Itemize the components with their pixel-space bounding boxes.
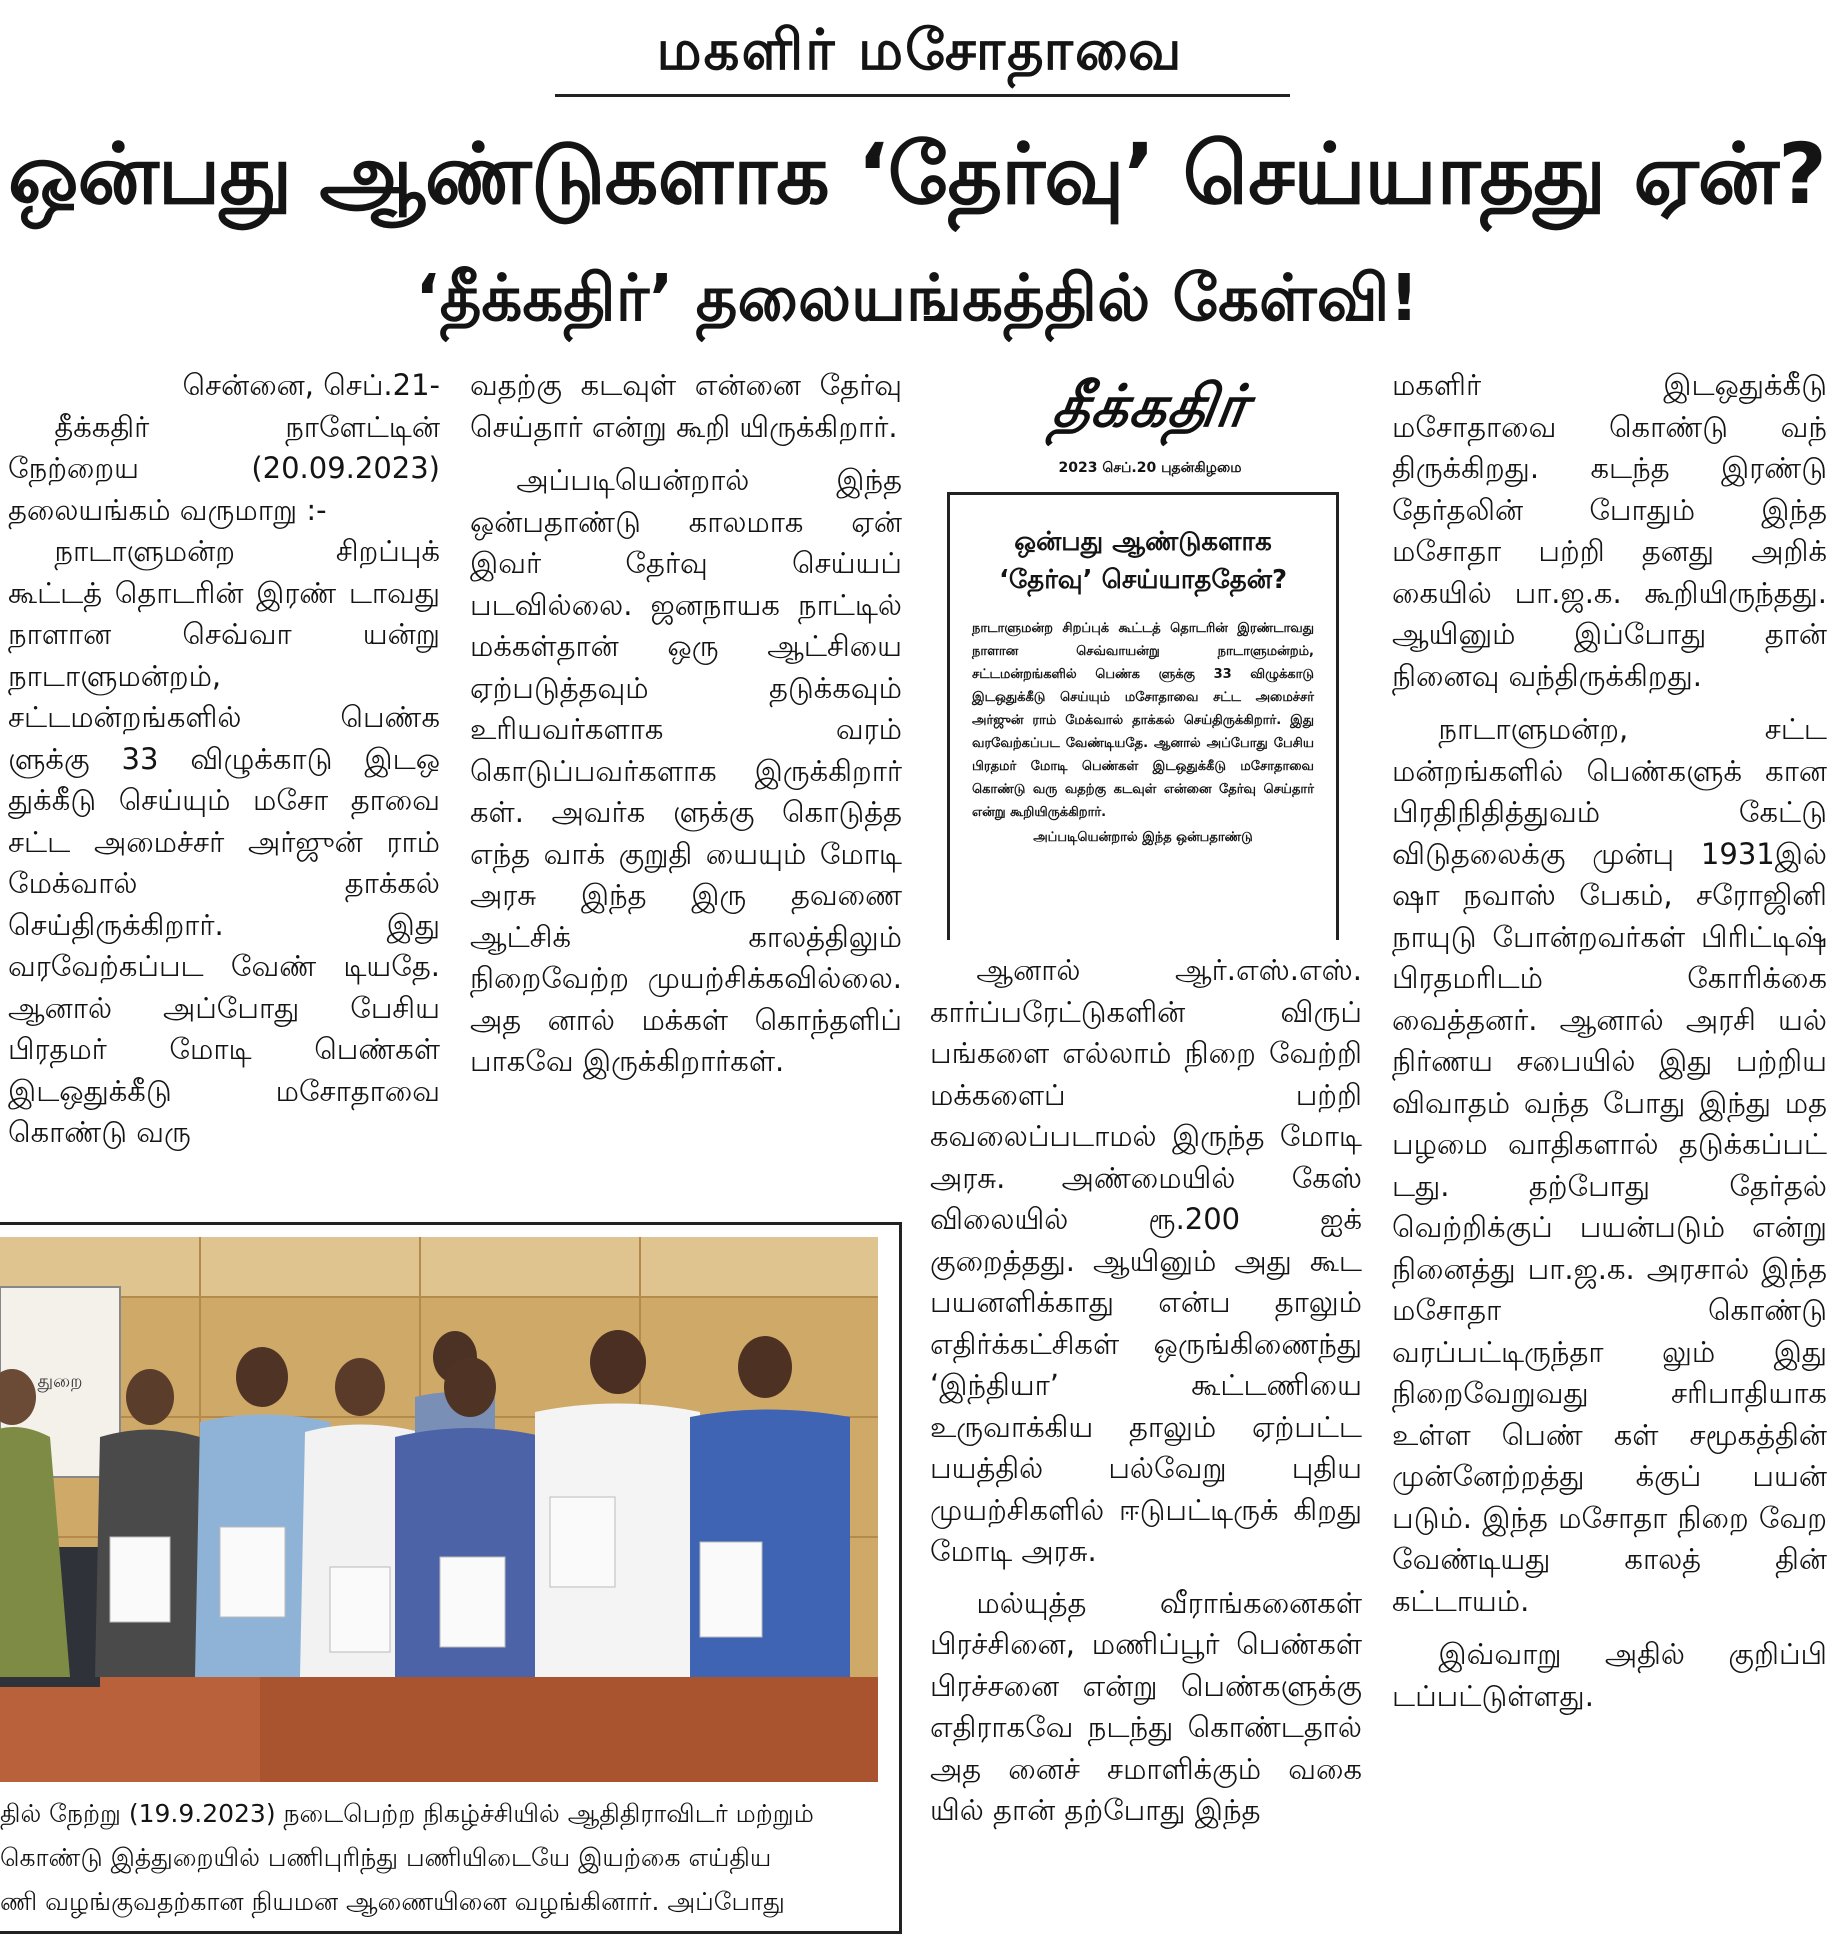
paragraph: இவ்வாறு அதில் குறிப்பி டப்பட்டுள்ளது. [1392, 1637, 1827, 1713]
section-rule [555, 94, 1290, 97]
clipping-date: 2023 செப்.20 புதன்கிழமை [1058, 460, 1242, 476]
photo-frame [0, 1222, 902, 1934]
clipping-editorial-box [947, 492, 1339, 940]
clipping-headline [972, 523, 1314, 599]
paragraph: நாடாளுமன்ற சிறப்புக் கூட்டத் தொடரின் இரண் டாவது நாளான செவ்வா யன்று நாடாளுமன்றம், சட்டமன்றங்களில் பெண்க ளுக்கு 33 விழுக்காடு இடஒ துக்கீடு செய்யும் மசோ தாவை சட்ட அமைச்சர் அர்ஜுன் ராம் மேக்வால் தாக்கல் செய்திருக்கிறார். இது வரவேற்கப்பட வேண் டியதே. ஆனால் அப்போது பேசிய பிரதமர் மோடி பெண்கள் இடஒதுக்கீடு மசோதாவை கொண்டு வரு [8, 534, 440, 1149]
article-column-1 [8, 365, 440, 1154]
paragraph: மகளிர் இடஒதுக்கீடு மசோதாவை கொண்டு வந் திருக்கிறது. கடந்த இரண்டு தேர்தலின் போதும் இந்த மசோதா பற்றி தனது அறிக் கையில் பா.ஜ.க. கூறியிருந்தது. ஆயினும் இப்போது தான் நினைவு வந்திருக்கிறது. [1392, 368, 1827, 693]
group-photo-illustration [0, 1237, 878, 1782]
clipping-body: நாடாளுமன்ற சிறப்புக் கூட்டத் தொடரின் இரண்டாவது நாளான செவ்வாயன்று நாடாளுமன்றம், சட்டமன்றங்களில் பெண்க ளுக்கு 33 விழுக்காடு இடஒதுக்கீடு செய்யும் மசோதாவை சட்ட அமைச்சர் அர்ஜுன் ராம் மேக்வால் தாக்கல் செய்திருக்கிறார். இது வரவேற்கப்பட வேண்டியதே. ஆனால் அப்போது பேசிய பிரதமர் மோடி பெண்கள் இடஒதுக்கீடு மசோதாவை கொண்டு வரு வதற்கு கடவுள் என்னை தேர்வு செய்தார் என்று கூறியிருக்கிறார். [972, 621, 1314, 820]
section-title: மகளிர் மசோதாவை [656, 18, 1184, 83]
article-column-3 [930, 950, 1362, 1832]
caption-line: தில் நேற்று (19.9.2023) நடைபெற்ற நிகழ்ச்சியில் ஆதிதிராவிடர் மற்றும் [0, 1799, 814, 1828]
paragraph: அப்படியென்றால் இந்த ஒன்பதாண்டு காலமாக ஏன் இவர் தேர்வு செய்யப் படவில்லை. ஜனநாயக நாட்டில் மக்கள்தான் ஒரு ஆட்சியை ஏற்படுத்தவும் தடுக்கவும் உரியவர்களாக வரம் கொடுப்பவர்களாக இருக்கிறார் கள். அவர்க ளுக்கு கொடுத்த எந்த வாக் குறுதி யையும் மோடி அரசு இந்த இரு தவணை ஆட்சிக் காலத்திலும் நிறைவேற்ற முயற்சிக்கவில்லை. அத னால் மக்கள் கொந்தளிப் பாகவே இருக்கிறார்கள். [470, 463, 902, 1078]
subhead: ‘தீக்கதிர்’ தலையங்கத்தில் கேள்வி! [415, 262, 1419, 336]
paragraph: வதற்கு கடவுள் என்னை தேர்வு செய்தார் என்று கூறி யிருக்கிறார். [470, 368, 902, 444]
clipping-headline-line: ‘தேர்வு’ செய்யாததேன்? [998, 565, 1288, 595]
clipping-body-tail: அப்படியென்றால் இந்த ஒன்பதாண்டு [1033, 830, 1253, 845]
headline: ஒன்பது ஆண்டுகளாக ‘தேர்வு’ செய்யாதது ஏன்? [8, 125, 1826, 223]
paragraph: மல்யுத்த வீராங்கனைகள் பிரச்சினை, மணிப்பூர் பெண்கள் பிரச்சனை என்று பெண்களுக்கு எதிராகவே நடந்து கொண்டதால் அத னைச் சமாளிக்கும் வகை யில் தான் தற்போது இந்த [930, 1585, 1362, 1827]
event-photo [0, 1237, 878, 1782]
caption-line: ணி வழங்குவதற்கான நியமன ஆணையினை வழங்கினார். அப்போது [0, 1887, 785, 1916]
article-column-4 [1392, 365, 1827, 1717]
dateline: சென்னை, செப்.21- [182, 368, 440, 402]
clipping-headline-line: ஒன்பது ஆண்டுகளாக [1014, 527, 1272, 557]
newspaper-clipping [945, 370, 1355, 940]
paragraph: நாடாளுமன்ற, சட்ட மன்றங்களில் பெண்களுக் கான பிரதிநிதித்துவம் கேட்டு விடுதலைக்கு முன்பு 1931இல் ஷா நவாஸ் பேகம், சரோஜினி நாயுடு போன்றவர்கள் பிரிட்டிஷ் பிரதமரிடம் கோரிக்கை வைத்தனர். ஆனால் அரசி யல் நிர்ணய சபையில் இது பற்றிய விவாதம் வந்த போது இந்து மத பழமை வாதிகளால் தடுக்கப்பட் டது. தற்போது தேர்தல் வெற்றிக்குப் பயன்படும் என்று நினைத்து பா.ஜ.க. அரசால் இந்த மசோதா கொண்டு வரப்பட்டிருந்தா லும் இது நிறைவேறுவது சரிபாதியாக உள்ள பெண் கள் சமூகத்தின் முன்னேற்றத்து க்குப் பயன் படும். இந்த மசோதா நிறை வேற வேண்டியது காலத் தின் கட்டாயம். [1392, 712, 1827, 1618]
photo-caption [0, 1792, 880, 1924]
article-column-2 [470, 365, 902, 1083]
paragraph: தீக்கதிர் நாளேட்டின் நேற்றைய (20.09.2023) தலையங்கம் வருமாறு :- [8, 409, 440, 527]
caption-line: கொண்டு இத்துறையில் பணிபுரிந்து பணியிடையே இயற்கை எய்திய [0, 1843, 772, 1872]
paragraph: ஆனால் ஆர்.எஸ்.எஸ். கார்ப்பரேட்டுகளின் விருப் பங்களை எல்லாம் நிறை வேற்றி மக்களைப் பற்றி கவலைப்படாமல் இருந்த மோடி அரசு. அண்மையில் கேஸ் விலையில் ரூ.200 ஐக் குறைத்தது. ஆயினும் அது கூட பயனளிக்காது என்ப தாலும் எதிர்க்கட்சிகள் ஒருங்கிணைந்து ‘இந்தியா’ கூட்டணியை உருவாக்கிய தாலும் ஏற்பட்ட பயத்தில் பல்வேறு புதிய முயற்சிகளில் ஈடுபட்டிருக் கிறது மோடி அரசு. [930, 953, 1362, 1568]
newspaper-logo: தீக்கதிர் [1048, 372, 1253, 440]
wall-sign-text: துறை [37, 1371, 83, 1392]
